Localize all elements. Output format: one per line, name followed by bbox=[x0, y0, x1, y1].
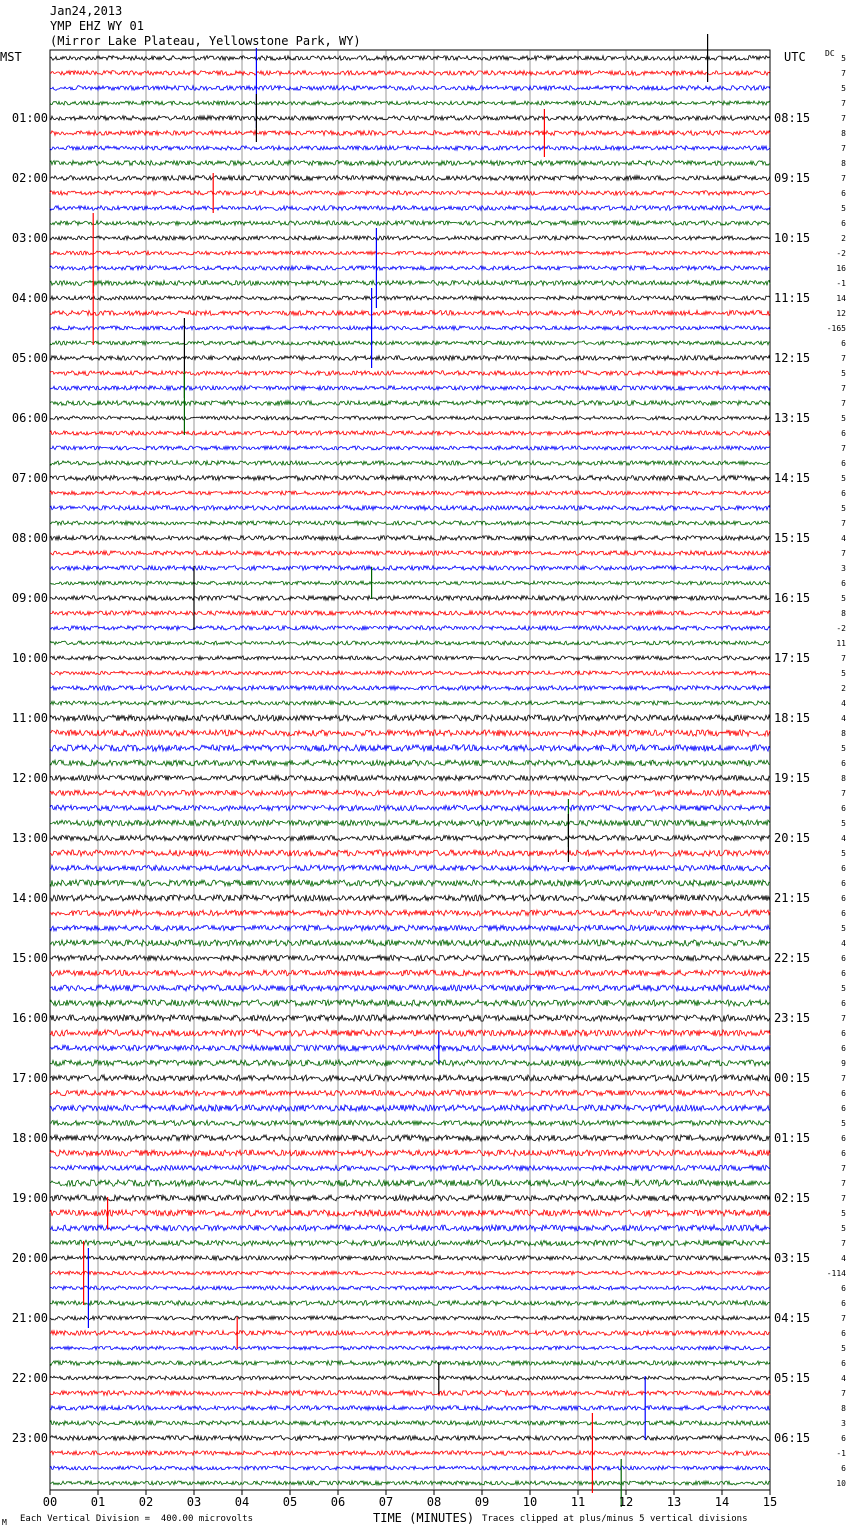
x-tick-label: 00 bbox=[42, 1495, 58, 1509]
dc-offset-value: 6 bbox=[841, 894, 846, 903]
seismic-trace bbox=[50, 1271, 770, 1275]
x-tick-label: 03 bbox=[186, 1495, 202, 1509]
dc-offset-value: 6 bbox=[841, 909, 846, 918]
seismic-trace bbox=[50, 416, 770, 420]
seismic-trace bbox=[50, 686, 770, 691]
seismic-trace bbox=[50, 790, 770, 796]
seismic-trace bbox=[50, 775, 770, 780]
dc-offset-value: 5 bbox=[841, 849, 846, 858]
dc-offset-value: 7 bbox=[841, 1194, 846, 1203]
hour-label-utc: 08:15 bbox=[774, 111, 811, 125]
x-tick-label: 15 bbox=[762, 1495, 778, 1509]
seismic-trace bbox=[50, 1135, 770, 1141]
seismic-trace bbox=[50, 1060, 770, 1066]
dc-offset-value: 6 bbox=[841, 219, 846, 228]
dc-offset-value: 6 bbox=[841, 1044, 846, 1053]
dc-offset-value: 7 bbox=[841, 1389, 846, 1398]
hour-label-mst: 02:00 bbox=[11, 171, 48, 185]
hour-label-mst: 14:00 bbox=[11, 891, 48, 905]
seismic-trace bbox=[50, 701, 770, 705]
x-tick-label: 08 bbox=[426, 1495, 442, 1509]
seismic-trace bbox=[50, 536, 770, 540]
dc-offset-value: 5 bbox=[841, 204, 846, 213]
seismic-trace bbox=[50, 1150, 770, 1156]
seismic-trace bbox=[50, 656, 770, 660]
right-timezone-label: UTC bbox=[784, 50, 806, 64]
x-tick-label: 11 bbox=[570, 1495, 586, 1509]
dc-offset-value: 7 bbox=[841, 1239, 846, 1248]
dc-offset-value: 6 bbox=[841, 879, 846, 888]
hour-label-mst: 12:00 bbox=[11, 771, 48, 785]
x-tick-label: 02 bbox=[138, 1495, 154, 1509]
dc-offset-value: 6 bbox=[841, 1299, 846, 1308]
seismic-trace bbox=[50, 611, 770, 615]
dc-offset-value: 7 bbox=[841, 99, 846, 108]
dc-offset-value: -114 bbox=[826, 1269, 846, 1278]
dc-offset-value: 5 bbox=[841, 1209, 846, 1218]
dc-offset-value: 6 bbox=[841, 969, 846, 978]
hour-label-utc: 13:15 bbox=[774, 411, 811, 425]
hour-label-utc: 06:15 bbox=[774, 1431, 811, 1445]
seismic-trace bbox=[50, 1406, 770, 1411]
dc-offset-value: 7 bbox=[841, 1014, 846, 1023]
seismic-trace bbox=[50, 281, 770, 286]
seismic-trace bbox=[50, 1316, 770, 1320]
scale-note: Each Vertical Division = 400.00 microvolts bbox=[20, 1514, 253, 1524]
dc-offset-value: -2 bbox=[836, 624, 846, 633]
dc-offset-value: 5 bbox=[841, 369, 846, 378]
seismic-trace bbox=[50, 925, 770, 931]
dc-offset-value: 8 bbox=[841, 159, 846, 168]
dc-offset-value: -1 bbox=[836, 1449, 846, 1458]
dc-offset-value: 16 bbox=[836, 264, 846, 273]
hour-label-mst: 07:00 bbox=[11, 471, 48, 485]
seismic-trace bbox=[50, 296, 770, 300]
hour-label-utc: 04:15 bbox=[774, 1311, 811, 1325]
x-tick-label: 14 bbox=[714, 1495, 730, 1509]
seismic-trace bbox=[50, 596, 770, 601]
hour-label-mst: 09:00 bbox=[11, 591, 48, 605]
x-tick-label: 06 bbox=[330, 1495, 346, 1509]
seismic-trace bbox=[50, 1210, 770, 1216]
dc-offset-value: 8 bbox=[841, 1404, 846, 1413]
hour-label-mst: 23:00 bbox=[11, 1431, 48, 1445]
dc-offset-value: 7 bbox=[841, 549, 846, 558]
dc-offset-value: 6 bbox=[841, 1464, 846, 1473]
seismic-trace bbox=[50, 1256, 770, 1260]
dc-offset-value: 8 bbox=[841, 129, 846, 138]
hour-label-utc: 15:15 bbox=[774, 531, 811, 545]
seismic-trace bbox=[50, 176, 770, 181]
dc-offset-value: 6 bbox=[841, 189, 846, 198]
dc-offset-value: 6 bbox=[841, 1434, 846, 1443]
dc-offset-value: 5 bbox=[841, 1344, 846, 1353]
hour-label-utc: 00:15 bbox=[774, 1071, 811, 1085]
dc-offset-value: 6 bbox=[841, 339, 846, 348]
hour-label-utc: 20:15 bbox=[774, 831, 811, 845]
seismic-trace bbox=[50, 266, 770, 270]
header-location: (Mirror Lake Plateau, Yellowstone Park, WY) bbox=[50, 34, 361, 48]
corner-mark: M bbox=[2, 1518, 7, 1527]
seismic-trace bbox=[50, 730, 770, 736]
hour-label-utc: 05:15 bbox=[774, 1371, 811, 1385]
seismic-trace bbox=[50, 850, 770, 856]
x-tick-label: 10 bbox=[522, 1495, 538, 1509]
dc-offset-value: 7 bbox=[841, 444, 846, 453]
seismic-trace bbox=[50, 835, 770, 840]
seismic-trace bbox=[50, 895, 770, 901]
seismic-trace bbox=[50, 1466, 770, 1470]
dc-offset-value: 9 bbox=[841, 1059, 846, 1068]
hour-label-mst: 22:00 bbox=[11, 1371, 48, 1385]
dc-offset-value: 4 bbox=[841, 1254, 846, 1263]
dc-offset-value: 5 bbox=[841, 504, 846, 513]
hour-label-mst: 19:00 bbox=[11, 1191, 48, 1205]
dc-offset-value: 6 bbox=[841, 1284, 846, 1293]
seismic-trace bbox=[50, 1346, 770, 1350]
seismic-trace bbox=[50, 1015, 770, 1021]
seismic-trace bbox=[50, 805, 770, 811]
seismic-trace bbox=[50, 551, 770, 555]
seismic-trace bbox=[50, 206, 770, 211]
dc-offset-value: 8 bbox=[841, 774, 846, 783]
seismic-trace bbox=[50, 940, 770, 946]
dc-offset-value: 3 bbox=[841, 564, 846, 573]
seismic-trace bbox=[50, 1000, 770, 1006]
dc-offset-value: 7 bbox=[841, 654, 846, 663]
dc-offset-value: 7 bbox=[841, 69, 846, 78]
hour-label-mst: 10:00 bbox=[11, 651, 48, 665]
hour-label-utc: 23:15 bbox=[774, 1011, 811, 1025]
seismic-trace bbox=[50, 715, 770, 721]
seismic-trace bbox=[50, 880, 770, 886]
dc-offset-value: 6 bbox=[841, 1359, 846, 1368]
seismic-trace bbox=[50, 341, 770, 345]
seismic-trace bbox=[50, 251, 770, 255]
seismic-trace bbox=[50, 955, 770, 960]
dc-offset-value: 5 bbox=[841, 984, 846, 993]
seismic-trace bbox=[50, 1436, 770, 1441]
dc-offset-value: 5 bbox=[841, 924, 846, 933]
hour-label-mst: 21:00 bbox=[11, 1311, 48, 1325]
dc-offset-value: 7 bbox=[841, 399, 846, 408]
dc-offset-value: 7 bbox=[841, 789, 846, 798]
seismic-trace bbox=[50, 356, 770, 361]
seismic-trace bbox=[50, 101, 770, 105]
seismic-trace bbox=[50, 56, 770, 61]
seismic-trace bbox=[50, 1240, 770, 1246]
hour-label-mst: 20:00 bbox=[11, 1251, 48, 1265]
x-tick-label: 04 bbox=[234, 1495, 250, 1509]
dc-offset-value: 4 bbox=[841, 699, 846, 708]
dc-offset-value: 4 bbox=[841, 714, 846, 723]
x-tick-label: 07 bbox=[378, 1495, 394, 1509]
dc-offset-value: 7 bbox=[841, 174, 846, 183]
seismic-trace bbox=[50, 491, 770, 495]
hour-label-utc: 14:15 bbox=[774, 471, 811, 485]
dc-offset-value: 7 bbox=[841, 519, 846, 528]
dc-offset-value: 10 bbox=[836, 1479, 846, 1488]
seismic-trace bbox=[50, 641, 770, 645]
x-tick-label: 12 bbox=[618, 1495, 634, 1509]
dc-offset-value: 6 bbox=[841, 579, 846, 588]
seismic-trace bbox=[50, 910, 770, 916]
dc-offset-value: 6 bbox=[841, 1089, 846, 1098]
dc-offset-value: 5 bbox=[841, 594, 846, 603]
hour-label-utc: 19:15 bbox=[774, 771, 811, 785]
seismic-trace bbox=[50, 191, 770, 195]
seismic-trace bbox=[50, 371, 770, 376]
dc-offset-value: 6 bbox=[841, 954, 846, 963]
hour-label-utc: 12:15 bbox=[774, 351, 811, 365]
dc-offset-value: 5 bbox=[841, 1224, 846, 1233]
dc-offset-value: 6 bbox=[841, 759, 846, 768]
clip-note: Traces clipped at plus/minus 5 vertical divisions bbox=[482, 1514, 748, 1524]
dc-offset-value: 4 bbox=[841, 834, 846, 843]
seismic-trace bbox=[50, 1301, 770, 1306]
hour-label-utc: 21:15 bbox=[774, 891, 811, 905]
hour-label-mst: 03:00 bbox=[11, 231, 48, 245]
seismic-trace bbox=[50, 161, 770, 166]
seismic-trace bbox=[50, 760, 770, 766]
seismic-trace bbox=[50, 1421, 770, 1425]
seismic-trace bbox=[50, 521, 770, 525]
hour-label-utc: 11:15 bbox=[774, 291, 811, 305]
seismic-trace bbox=[50, 1361, 770, 1366]
header-date: Jan24,2013 bbox=[50, 4, 123, 18]
seismic-trace bbox=[50, 1481, 770, 1485]
x-tick-label: 01 bbox=[90, 1495, 106, 1509]
dc-offset-value: -165 bbox=[826, 324, 846, 333]
seismic-trace bbox=[50, 506, 770, 511]
seismic-trace bbox=[50, 386, 770, 390]
seismic-trace bbox=[50, 566, 770, 571]
dc-offset-value: 14 bbox=[836, 294, 846, 303]
seismic-trace bbox=[50, 1195, 770, 1201]
dc-offset-value: 6 bbox=[841, 804, 846, 813]
seismic-trace bbox=[50, 401, 770, 406]
seismic-trace bbox=[50, 1286, 770, 1290]
dc-offset-value: 3 bbox=[841, 1419, 846, 1428]
x-axis-title: TIME (MINUTES) bbox=[373, 1511, 475, 1525]
x-tick-label: 09 bbox=[474, 1495, 490, 1509]
dc-offset-value: 6 bbox=[841, 489, 846, 498]
dc-offset-value: 8 bbox=[841, 609, 846, 618]
seismic-trace bbox=[50, 131, 770, 136]
hour-label-utc: 01:15 bbox=[774, 1131, 811, 1145]
dc-offset-value: 12 bbox=[836, 309, 846, 318]
hour-label-mst: 01:00 bbox=[11, 111, 48, 125]
seismic-trace bbox=[50, 1451, 770, 1455]
hour-label-mst: 16:00 bbox=[11, 1011, 48, 1025]
dc-offset-value: -1 bbox=[836, 279, 846, 288]
hour-label-utc: 22:15 bbox=[774, 951, 811, 965]
dc-offset-value: 5 bbox=[841, 819, 846, 828]
dc-offset-value: 7 bbox=[841, 384, 846, 393]
dc-offset-value: 6 bbox=[841, 1104, 846, 1113]
dc-offset-value: 5 bbox=[841, 54, 846, 63]
seismic-trace bbox=[50, 86, 770, 91]
dc-offset-value: 6 bbox=[841, 864, 846, 873]
hour-label-mst: 13:00 bbox=[11, 831, 48, 845]
dc-offset-value: 5 bbox=[841, 744, 846, 753]
seismic-trace bbox=[50, 236, 770, 240]
dc-offset-value: 7 bbox=[841, 1164, 846, 1173]
seismic-trace bbox=[50, 1090, 770, 1096]
seismic-trace bbox=[50, 1376, 770, 1380]
dc-offset-value: 2 bbox=[841, 684, 846, 693]
seismic-trace bbox=[50, 671, 770, 675]
dc-offset-value: 7 bbox=[841, 1314, 846, 1323]
dc-offset-value: 4 bbox=[841, 1374, 846, 1383]
dc-offset-value: 7 bbox=[841, 144, 846, 153]
hour-label-utc: 10:15 bbox=[774, 231, 811, 245]
seismic-trace bbox=[50, 970, 770, 976]
hour-label-utc: 09:15 bbox=[774, 171, 811, 185]
seismic-trace bbox=[50, 1075, 770, 1081]
seismic-trace bbox=[50, 1165, 770, 1170]
seismic-trace bbox=[50, 476, 770, 481]
hour-label-mst: 04:00 bbox=[11, 291, 48, 305]
seismic-trace bbox=[50, 1105, 770, 1111]
seismic-trace bbox=[50, 71, 770, 76]
hour-label-mst: 08:00 bbox=[11, 531, 48, 545]
seismic-trace bbox=[50, 985, 770, 991]
seismic-trace bbox=[50, 1391, 770, 1396]
hour-label-mst: 05:00 bbox=[11, 351, 48, 365]
hour-label-mst: 18:00 bbox=[11, 1131, 48, 1145]
x-tick-label: 05 bbox=[282, 1495, 298, 1509]
hour-label-utc: 17:15 bbox=[774, 651, 811, 665]
seismic-trace bbox=[50, 1045, 770, 1051]
dc-offset-value: 6 bbox=[841, 1149, 846, 1158]
hour-label-mst: 17:00 bbox=[11, 1071, 48, 1085]
hour-label-utc: 02:15 bbox=[774, 1191, 811, 1205]
seismic-trace bbox=[50, 446, 770, 450]
seismic-trace bbox=[50, 311, 770, 316]
x-tick-label: 13 bbox=[666, 1495, 682, 1509]
hour-label-utc: 16:15 bbox=[774, 591, 811, 605]
header-station: YMP EHZ WY 01 bbox=[50, 19, 144, 33]
seismic-trace bbox=[50, 820, 770, 826]
hour-label-mst: 15:00 bbox=[11, 951, 48, 965]
seismic-trace bbox=[50, 326, 770, 330]
dc-offset-value: 5 bbox=[841, 474, 846, 483]
dc-offset-value: 5 bbox=[841, 414, 846, 423]
seismic-trace bbox=[50, 1120, 770, 1125]
hour-label-mst: 11:00 bbox=[11, 711, 48, 725]
dc-offset-value: 6 bbox=[841, 1134, 846, 1143]
dc-offset-value: 6 bbox=[841, 459, 846, 468]
seismic-trace bbox=[50, 1180, 770, 1186]
seismic-trace bbox=[50, 1331, 770, 1336]
seismic-trace bbox=[50, 626, 770, 630]
seismic-trace bbox=[50, 865, 770, 871]
dc-offset-value: 6 bbox=[841, 1029, 846, 1038]
dc-offset-value: 7 bbox=[841, 1074, 846, 1083]
left-timezone-label: MST bbox=[0, 50, 22, 64]
seismic-trace bbox=[50, 431, 770, 435]
seismic-trace bbox=[50, 745, 770, 751]
seismic-trace bbox=[50, 581, 770, 585]
dc-label: DC bbox=[825, 49, 835, 58]
dc-offset-value: 5 bbox=[841, 669, 846, 678]
dc-offset-value: 7 bbox=[841, 114, 846, 123]
seismic-trace bbox=[50, 461, 770, 465]
seismic-trace bbox=[50, 1225, 770, 1231]
dc-offset-value: 6 bbox=[841, 999, 846, 1008]
dc-offset-value: 6 bbox=[841, 1329, 846, 1338]
dc-offset-value: -2 bbox=[836, 249, 846, 258]
dc-offset-value: 7 bbox=[841, 354, 846, 363]
seismic-trace bbox=[50, 221, 770, 225]
dc-offset-value: 8 bbox=[841, 729, 846, 738]
dc-offset-value: 2 bbox=[841, 234, 846, 243]
dc-offset-value: 4 bbox=[841, 534, 846, 543]
dc-offset-value: 6 bbox=[841, 429, 846, 438]
dc-offset-value: 7 bbox=[841, 1179, 846, 1188]
hour-label-utc: 03:15 bbox=[774, 1251, 811, 1265]
hour-label-mst: 06:00 bbox=[11, 411, 48, 425]
hour-label-utc: 18:15 bbox=[774, 711, 811, 725]
seismic-trace bbox=[50, 116, 770, 121]
dc-offset-value: 5 bbox=[841, 1119, 846, 1128]
seismic-trace bbox=[50, 146, 770, 150]
dc-offset-value: 4 bbox=[841, 939, 846, 948]
seismic-trace bbox=[50, 1030, 770, 1036]
dc-offset-value: 11 bbox=[836, 639, 846, 648]
dc-offset-value: 5 bbox=[841, 84, 846, 93]
